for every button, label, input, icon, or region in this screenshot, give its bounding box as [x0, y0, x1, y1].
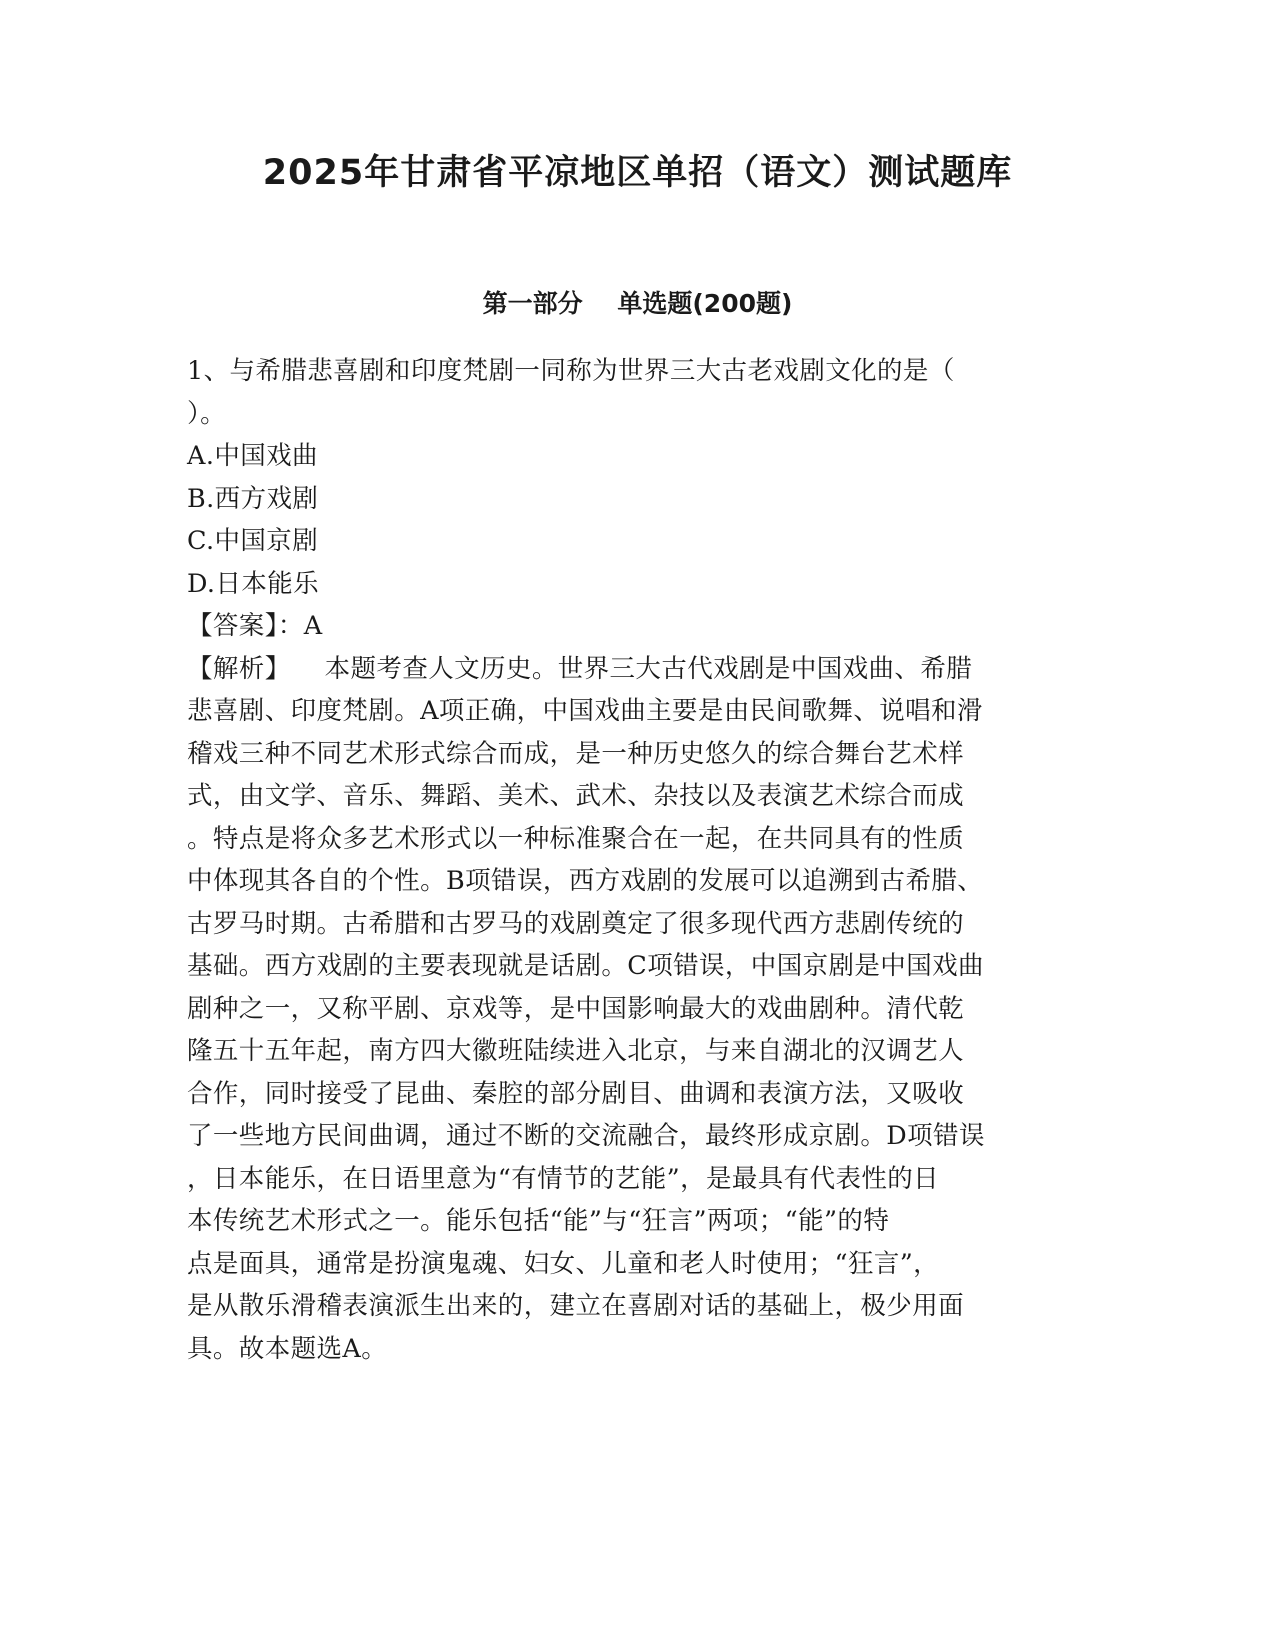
question-block — [187, 350, 1087, 1370]
explanation-line: 了一些地方民间曲调，通过不断的交流融合，最终形成京剧。D项错误 — [187, 1121, 985, 1151]
explanation-line: 。特点是将众多艺术形式以一种标准聚合在一起，在共同具有的性质 — [187, 823, 965, 854]
explanation-line: 具。故本题选A。 — [187, 1333, 388, 1364]
explanation-line: 本传统艺术形式之一。能乐包括“能”与“狂言”两项；“能”的特 — [187, 1206, 890, 1236]
explanation-line: 剧种之一，又称平剧、京戏等，是中国影响最大的戏曲剧种。清代乾 — [187, 993, 965, 1024]
explanation-line: 【解析】 本题考查人文历史。世界三大古代戏剧是中国戏曲、希腊 — [187, 653, 973, 684]
document-title: 2025年甘肃省平凉地区单招（语文）测试题库 — [262, 153, 1013, 193]
explanation-line: 稽戏三种不同艺术形式综合而成，是一种历史悠久的综合舞台艺术样 — [187, 738, 965, 769]
question-stem-line: ）。 — [187, 398, 227, 429]
section-heading: 第一部分 单选题(200题) — [482, 289, 793, 318]
explanation-line: 悲喜剧、印度梵剧。A项正确，中国戏曲主要是由民间歌舞、说唱和滑 — [187, 696, 983, 726]
option-b: B.西方戏剧 — [187, 483, 319, 514]
option-a: A.中国戏曲 — [187, 441, 318, 471]
explanation-line: ，日本能乐，在日语里意为“有情节的艺能”，是最具有代表性的日 — [187, 1163, 940, 1194]
explanation-line: 古罗马时期。古希腊和古罗马的戏剧奠定了很多现代西方悲剧传统的 — [187, 908, 965, 939]
explanation-line: 合作，同时接受了昆曲、秦腔的部分剧目、曲调和表演方法，又吸收 — [187, 1078, 965, 1109]
answer-line: 【答案】：A — [187, 611, 323, 641]
explanation-line: 中体现其各自的个性。B项错误，西方戏剧的发展可以追溯到古希腊、 — [187, 866, 984, 896]
explanation-line: 点是面具，通常是扮演鬼魂、妇女、儿童和老人时使用；“狂言”， — [187, 1248, 940, 1279]
option-c: C.中国京剧 — [187, 526, 319, 556]
explanation-line: 基础。西方戏剧的主要表现就是话剧。C项错误，中国京剧是中国戏曲 — [187, 951, 984, 981]
question-stem-line: 1、与希腊悲喜剧和印度梵剧一同称为世界三大古老戏剧文化的是（ — [187, 356, 955, 386]
explanation-line: 式，由文学、音乐、舞蹈、美术、武术、杂技以及表演艺术综合而成 — [187, 781, 965, 811]
explanation-line: 隆五十五年起，南方四大徽班陆续进入北京，与来自湖北的汉调艺人 — [187, 1036, 965, 1066]
option-d: D.日本能乐 — [187, 568, 320, 599]
explanation-line: 是从散乐滑稽表演派生出来的，建立在喜剧对话的基础上，极少用面 — [187, 1291, 965, 1321]
